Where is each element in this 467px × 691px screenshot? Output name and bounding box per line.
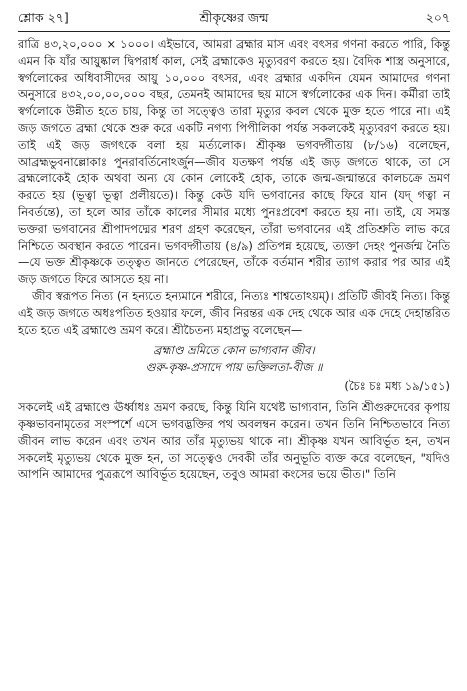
body-paragraph-3: সকলেই এই ব্রহ্মাণ্ডে ঊর্ধ্বাধঃ ভ্রমণ করছে, কিন্তু যিনি যথেষ্ট ভাগ্যবান, তিনি শ্রীগুরুদেবের কৃপায় কৃষ্ণভাবনামৃতের সংস্পর্শে এসে ভগবদ্ভক্তির পথ অবলম্বন করেন। তখন তিনি নিশ্চিতভাবে নিত্য জীবন লাভ করেন এবং তখন আর তাঁর মৃত্যুভয় থাকে না। শ্রীকৃষ্ণ যখন আবির্ভূত হন, তখন সকলেই মৃত্যুভয় থেকে মুক্ত হন, তা সত্ত্বেও দেবকী তাঁর অনুভূতি ব্যক্ত করে বলেছেন, "যদিও আপনি আমাদের পুত্ররূপে আবির্ভূত হয়েছেন, তবুও আমরা কংসের ভয়ে ভীত।" তিনি: [18, 400, 450, 482]
header-rule: [18, 31, 450, 32]
body-paragraph-1: রাত্রি ৪৩,২০,০০০ × ১০০০। এইভাবে, আমরা ব্রহ্মার মাস এবং বৎসর গণনা করতে পারি, কিন্তু এমন কি যাঁর আয়ুষ্কাল দ্বিপরার্ধ কাল, সেই ব্রহ্মাকেও মৃত্যুবরণ করতে হয়। বৈদিক শাস্ত্র অনুসারে, স্বর্গলোকের অধিবাসীদের আয়ু ১০,০০০ বৎসর, এবং ব্রহ্মার একদিন যেমন আমাদের গণনা অনুসারে ৪৩২,০০,০০,০০০ বছর, তেমনই আমাদের ছয় মাসে স্বর্গলোকের এক দিন। কর্মীরা তাই স্বর্গলোকে উন্নীত হতে চায়, কিন্তু তা সত্ত্বেও তারা মৃত্যুর কবল থেকে মুক্ত হতে পারে না। এই জড় জগতে ব্রহ্মা থেকে শুরু করে একটি নগণ্য পিপীলিকা পর্যন্ত সকলকেই মৃত্যুবরণ করতে হয়। তাই এই জড় জগৎকে বলা হয় মর্ত্যলোক। শ্রীকৃষ্ণ ভগবদ্গীতায় (৮/১৬) বলেছেন, আব্রহ্মভুবনাল্লোকাঃ পুনরাবর্তিনোঽর্জুন—জীব যতক্ষণ পর্যন্ত এই জড় জগতে থাকে, তা সে ব্রহ্মলোকেই হোক অথবা অন্য যে কোন লোকেই হোক, তাকে জন্ম-জন্মান্তরে কালচক্রে ভ্রমণ করতে হয় (ভূত্বা ভূত্বা প্রলীয়তে)। কিন্তু কেউ যদি ভগবানের কাছে ফিরে যান (যদ্ গত্বা ন নিবর্তন্তে), তা হলে আর তাঁকে কালের সীমার মধ্যে পুনঃপ্রবেশ করতে হয় না। তাই, যে সমস্ত ভক্তরা ভগবানের শ্রীপাদপদ্মের শরণ গ্রহণ করেছেন, তাঁরা ভগবানের এই প্রতিশ্রুতি লাভ করে নিশ্চিতে অবস্থান করতে পারেন। ভগবদ্গীতায় (৪/৯) প্রতিপন্ন হয়েছে, ত্যক্তা দেহং পুনর্জন্ম নৈতি—যে ভক্ত শ্রীকৃষ্ণকে তত্ত্বত জানতে পেরেছেন, তাঁকে বর্তমান শরীর ত্যাগ করার পর আর এই জড় জগতে ফিরে আসতে হয় না।: [18, 37, 450, 287]
page-number: ২০৭: [425, 10, 450, 25]
verse-marker: শ্লোক ২৭]: [18, 10, 69, 25]
body-paragraph-2: জীব স্বরূপত নিত্য (ন হন্যতে হন্যমানে শরীরে, নিত্যঃ শাশ্বতোঽয়ম্)। প্রতিটি জীবই নিত্য। কিন্তু এই জড় জগতে অধঃপতিত হওয়ার ফলে, জীব নিরন্তর এক দেহ থেকে আর এক দেহে দেহান্তরিত হতে হতে এই ব্রহ্মাণ্ডে ভ্রমণ করে। শ্রীচৈতন্য মহাপ্রভু বলেছেন—: [18, 288, 450, 337]
verse-reference: (চৈঃ চঃ মধ্য ১৯/১৫১): [344, 379, 450, 394]
verse-line-2: গুরু-কৃষ্ণ-প্রসাদে পায় ভক্তিলতা-বীজ ॥: [145, 360, 323, 375]
verse-line-1: ব্রহ্মাণ্ড ভ্রমিতে কোন ভাগ্যবান জীব।: [153, 343, 315, 358]
chapter-title: শ্রীকৃষ্ণের জন্ম: [199, 10, 269, 25]
page-header: [18, 10, 450, 30]
page-body: [18, 36, 450, 686]
verse-quote: [18, 342, 450, 376]
